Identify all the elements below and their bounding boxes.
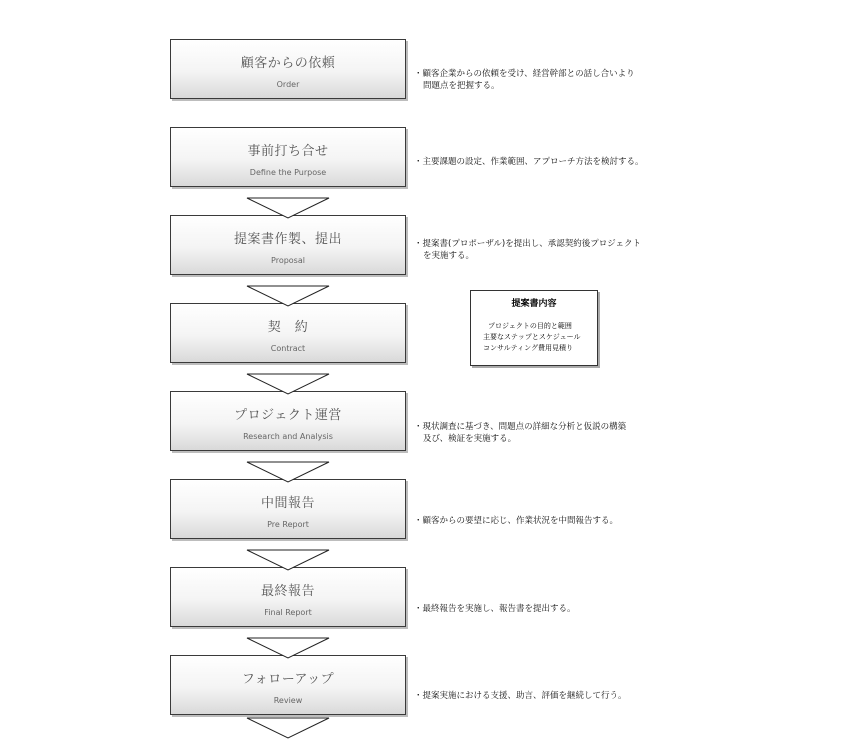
description-line: ・主要課題の設定、作業範囲、アプローチ方法を検討する。 [414, 157, 644, 167]
down-arrow-icon [246, 717, 330, 739]
proposal-contents-box [470, 290, 598, 366]
step-title: 最終報告 [260, 584, 315, 599]
description-line: 及び、検証を実施する。 [423, 434, 517, 444]
step-final-report [170, 567, 406, 627]
description-pre-report [414, 515, 618, 527]
description-line: ・最終報告を実施し、報告書を提出する。 [414, 604, 576, 614]
step-subtitle: Proposal [271, 256, 305, 265]
step-pre-report [170, 479, 406, 539]
proposal-contents-item: 主要なステップとスケジュール [483, 333, 581, 341]
down-arrow-icon [246, 197, 330, 219]
down-arrow-icon [246, 549, 330, 571]
proposal-contents-item: プロジェクトの目的と範囲 [488, 322, 572, 330]
step-subtitle: Pre Report [267, 520, 309, 529]
step-subtitle: Final Report [264, 608, 312, 617]
step-research-analysis [170, 391, 406, 451]
step-define-purpose [170, 127, 406, 187]
step-review [170, 655, 406, 715]
description-line: 問題点を把握する。 [423, 81, 500, 91]
description-line: ・顧客企業からの依頼を受け、経営幹部との話し合いより [414, 69, 635, 79]
description-proposal [414, 238, 641, 262]
step-title: 中間報告 [260, 496, 315, 511]
down-arrow-icon [246, 285, 330, 307]
description-final-report [414, 603, 576, 615]
description-line: を実施する。 [423, 251, 475, 261]
step-subtitle: Review [273, 696, 303, 705]
down-arrow-icon [246, 461, 330, 483]
step-contract [170, 303, 406, 363]
description-order [414, 68, 635, 92]
description-line: ・顧客からの要望に応じ、作業状況を中間報告する。 [414, 516, 619, 526]
step-title: フォローアップ [241, 672, 335, 687]
step-title: 事前打ち合せ [247, 144, 329, 159]
proposal-contents-item: コンサルティング費用見積り [483, 344, 573, 352]
description-define-purpose [414, 156, 644, 168]
step-subtitle: Research and Analysis [243, 432, 333, 441]
step-title: 契 約 [267, 320, 309, 335]
step-order [170, 39, 406, 99]
description-review [414, 690, 627, 702]
step-title: 顧客からの依頼 [240, 56, 336, 71]
description-line: ・提案実施における支援、助言、評価を継続して行う。 [414, 691, 627, 701]
down-arrow-icon [246, 373, 330, 395]
step-title: 提案書作製、提出 [233, 232, 342, 247]
down-arrow-icon [246, 637, 330, 659]
step-proposal [170, 215, 406, 275]
step-subtitle: Order [276, 80, 300, 89]
description-line: ・現状調査に基づき、問題点の詳細な分析と仮説の構築 [414, 422, 627, 432]
description-research-analysis [414, 421, 626, 445]
step-subtitle: Define the Purpose [249, 168, 327, 177]
step-title: プロジェクト運営 [234, 408, 342, 423]
proposal-contents-title: 提案書内容 [511, 299, 557, 309]
step-subtitle: Contract [270, 344, 306, 353]
description-line: ・提案書(プロポーザル)を提出し、承認契約後プロジェクト [414, 239, 642, 249]
